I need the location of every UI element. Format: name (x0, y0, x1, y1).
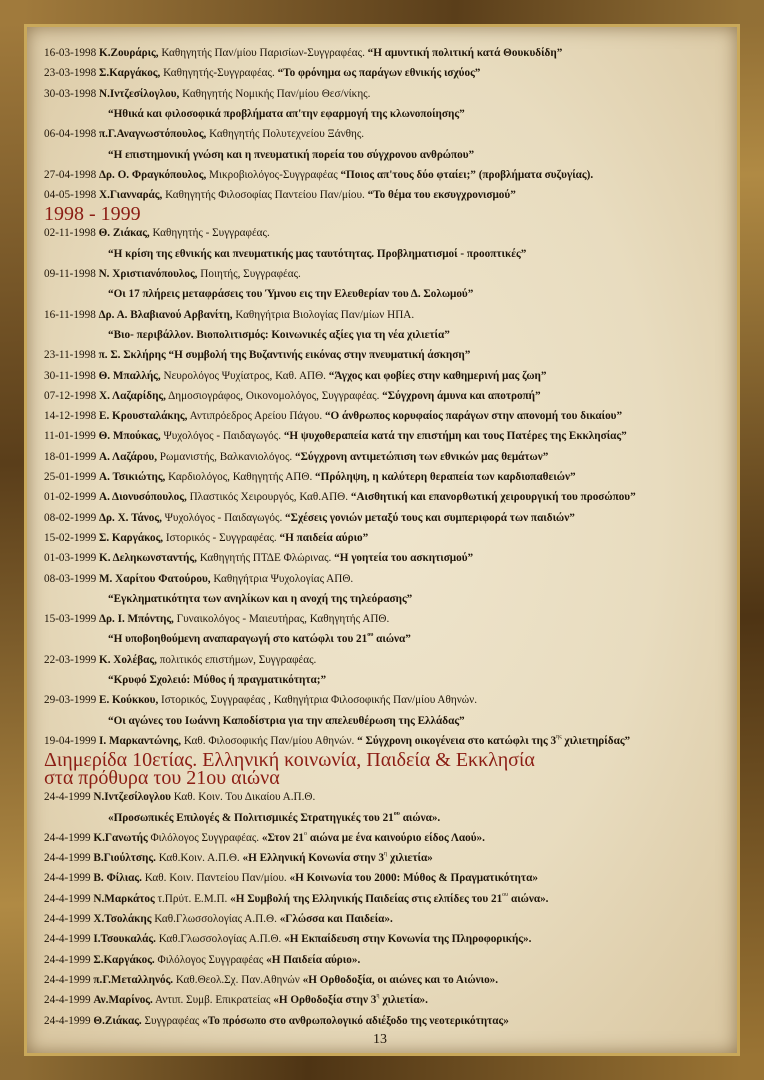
lecture-date: 01-02-1999 (44, 491, 97, 504)
speaker-role: Αντιπρόεδρος Αρείου Πάγου. (187, 410, 323, 423)
speaker-name: Χ.Γιανναράς, (99, 189, 163, 202)
lecture-title: “Η αμυντική πολιτική κατά Θουκυδίδη” (364, 47, 563, 59)
speaker-role: Καθηγητής ΠΤΔΕ Φλώρινας. (196, 552, 332, 565)
lecture-title-line (108, 148, 474, 162)
speaker-name: Β.Γιούλτσης. (93, 852, 156, 865)
lecture-title: “Ο άνθρωπος κορυφαίος παράγων στην απονομή του δικαίου” (322, 410, 623, 423)
lecture-title-line (108, 632, 411, 646)
lecture-entry (44, 932, 531, 946)
lecture-date: 23-03-1998 (44, 67, 97, 80)
speaker-name: Θ. Ζιάκας, (98, 227, 150, 240)
speaker-role: τ.Πρύτ. Ε.Μ.Π. (154, 892, 228, 905)
lecture-entry (44, 993, 428, 1007)
speaker-name: Θ. Μπαλλής, (98, 369, 161, 382)
speaker-role: Καρδιολόγος, Καθηγητής ΑΠΘ. (165, 471, 313, 483)
speaker-role: Συγγραφέας (141, 1014, 203, 1027)
lecture-title-line (108, 592, 412, 606)
speaker-name: Μ. Χαρίτου Φατούρου, (99, 572, 211, 585)
section-heading: Διημερίδα 10ετίας. Ελληνική κοινωνία, Παιδεία & Εκκλησία (44, 749, 535, 772)
lecture-date: 24-4-1999 (44, 913, 91, 925)
lecture-date: 29-03-1999 (44, 694, 97, 707)
lecture-entry (44, 871, 538, 885)
lecture-title: «Η Παιδεία αύριο». (263, 953, 361, 966)
lecture-title: “Ηθικά και φιλοσοφικά προβλήματα απ'την εφαρμογή της κλωνοποίησης” (108, 107, 465, 120)
superscript: ου (502, 891, 509, 898)
speaker-role: Ιστορικός - Συγγραφέας. (163, 531, 277, 544)
lecture-title-line (108, 287, 473, 301)
lecture-date: 06-04-1998 (44, 128, 97, 141)
speaker-role: Καθηγητής-Συγγραφέας. (160, 67, 275, 80)
lecture-date: 16-03-1998 (44, 47, 97, 59)
lecture-entry (44, 226, 270, 240)
lecture-title: “Η παιδεία αύριο” (276, 531, 369, 544)
lecture-title-line (108, 673, 326, 687)
speaker-name: Σ.Καργάκος. (93, 953, 155, 966)
lecture-entry (44, 348, 470, 362)
lecture-title: “Σχέσεις γονιών μεταξύ τους και συμπεριφορά των παιδιών” (282, 511, 575, 524)
speaker-role: Αντιπ. Συμβ. Επικρατείας (152, 994, 271, 1007)
lecture-title: «Η Ορθοδοξία, οι αιώνες και το Αιώνιο». (299, 973, 499, 986)
lecture-title: “Οι αγώνες του Ιωάννη Καποδίστρια για την απελευθέρωση της Ελλάδας” (108, 714, 465, 727)
lecture-title-tail: χιλιετηρίδας” (561, 734, 631, 747)
speaker-name: Θ.Ζιάκας. (93, 1014, 142, 1027)
speaker-role: Ψυχολόγος - Παιδαγωγός. (161, 511, 283, 524)
lecture-date: 24-4-1999 (44, 852, 91, 865)
lecture-entry (44, 429, 627, 443)
lecture-date: 30-11-1998 (44, 369, 96, 382)
speaker-name: π.Γ.Μεταλληνός. (93, 973, 174, 986)
speaker-role: Καθ.Γλωσσολογίας Α.Π.Θ. (151, 913, 277, 925)
lecture-title: “Άγχος και φοβίες στην καθημερινή μας ζωη” (325, 369, 547, 382)
lecture-title: “Οι 17 πλήρεις μεταφράσεις του Ύμνου εις την Ελευθερίαν του Δ. Σολωμού” (108, 288, 474, 301)
speaker-name: Δρ. Α. Βλαβιανού Αρβανίτη, (98, 308, 233, 321)
lecture-title-line (108, 328, 450, 342)
lecture-entry (44, 1014, 509, 1028)
lecture-entry (44, 369, 546, 383)
lecture-title: “Ποιος απ'τους δύο φταίει;” (προβλήματα συζυγίας). (337, 168, 594, 181)
lecture-title: “Η συμβολή της Βυζαντινής εικόνας στην πνευματική άσκηση” (165, 349, 471, 362)
speaker-role: Καθηγητής Παν/μίου Παρισίων-Συγγραφέας. (158, 47, 365, 59)
lecture-entry (44, 168, 593, 182)
lecture-title-tail: χιλιετία» (387, 852, 433, 865)
lecture-title: “Η υποβοηθούμενη αναπαραγωγή στο κατώφλι του 21 (108, 633, 368, 646)
speaker-role: Καθηγήτρια Βιολογίας Παν/μίων ΗΠΑ. (232, 308, 415, 321)
lecture-date: 24-4-1999 (44, 933, 91, 946)
lecture-date: 24-4-1999 (44, 892, 91, 905)
lecture-date: 16-11-1998 (44, 308, 96, 321)
lecture-title-line (108, 107, 465, 121)
speaker-name: Κ. Δεληκωνσταντής, (99, 552, 197, 565)
speaker-name: Ν.Ιντζεσίλογλου (93, 791, 171, 804)
speaker-role: Νευρολόγος Ψυχίατρος, Καθ. ΑΠΘ. (160, 369, 326, 382)
lecture-entry (44, 912, 393, 926)
lecture-title: «Η Εκπαίδευση στην Κονωνία της Πληροφορικής». (281, 933, 532, 946)
lecture-entry (44, 490, 636, 504)
lecture-entry (44, 87, 370, 101)
lecture-title-line (108, 247, 526, 261)
lecture-entry (44, 308, 414, 322)
lecture-date: 15-03-1999 (44, 613, 97, 626)
speaker-role: Καθ. Φιλοσοφικής Παν/μίου Αθηνών. (181, 734, 355, 747)
speaker-name: π.Γ.Αναγνωστόπουλος, (99, 128, 207, 141)
speaker-name: Χ. Λαζαρίδης, (99, 389, 166, 402)
lecture-entry (44, 734, 630, 748)
speaker-role: Καθηγητής Πολυτεχνείου Ξάνθης. (206, 128, 365, 141)
speaker-name: π. Σ. Σκλήρης (98, 349, 166, 362)
lecture-entry (44, 790, 315, 804)
lecture-entry (44, 46, 562, 60)
lecture-date: 24-4-1999 (44, 831, 91, 844)
lecture-entry (44, 572, 353, 586)
page-number: 13 (373, 1032, 387, 1047)
section-heading: στα πρόθυρα του 21ου αιώνα (44, 767, 280, 790)
lecture-title: «Γλώσσα και Παιδεία». (276, 913, 393, 925)
lecture-title: “Πρόληψη, η καλύτερη θεραπεία των καρδιοπαθειών” (312, 471, 576, 483)
speaker-name: Ι. Μαρκαντώνης, (99, 734, 182, 747)
speaker-name: Δρ. Ο. Φραγκόπουλος, (99, 168, 207, 181)
lecture-entry (44, 653, 316, 667)
lecture-title: «Η Ελληνική Κονωνία στην 3 (239, 852, 384, 865)
lecture-entry (44, 551, 473, 565)
lecture-date: 09-11-1998 (44, 268, 96, 280)
lecture-entry (44, 470, 576, 484)
speaker-role: Καθ. Κοιν. Παντείου Παν/μίου. (141, 872, 287, 885)
speaker-role: Ρωμανιστής, Βαλκανιολόγος. (157, 450, 293, 463)
section-heading: 1998 - 1999 (44, 203, 141, 226)
speaker-role: Δημοσιογράφος, Οικονομολόγος, Συγγραφέας. (165, 389, 380, 402)
lecture-title: “Η γοητεία του ασκητισμού” (331, 552, 474, 565)
speaker-name: Ν. Χριστιανόπουλος, (98, 268, 198, 280)
lecture-entry (44, 892, 548, 906)
speaker-name: Α. Λαζάρου, (99, 450, 157, 463)
lecture-entry (44, 693, 477, 707)
lecture-title: “Κρυφό Σχολειό: Μύθος ή πραγματικότητα;” (108, 674, 327, 686)
lecture-title: «Στον 21 (259, 831, 305, 844)
speaker-name: Ν.Μαρκάτος (93, 892, 155, 905)
lecture-date: 01-03-1999 (44, 552, 97, 565)
superscript: ο (304, 830, 308, 837)
lecture-title: “ Σύγχρονη οικογένεια στο κατώφλι της 3 (354, 734, 557, 747)
lecture-title: “Αισθητική και επανορθωτική χειρουργική του προσώπου” (348, 491, 636, 504)
lecture-date: 18-01-1999 (44, 450, 97, 463)
speaker-role: Ποιητής, Συγγραφέας. (197, 268, 301, 280)
speaker-role: Καθ. Κοιν. Του Δικαίου Α.Π.Θ. (170, 791, 316, 804)
lecture-entry (44, 953, 360, 967)
speaker-role: Γυναικολόγος - Μαιευτήρας, Καθηγητής ΑΠΘ. (173, 613, 390, 626)
lecture-entry (44, 66, 480, 80)
speaker-name: Κ. Χολέβας, (99, 653, 157, 666)
lecture-date: 25-01-1999 (44, 471, 97, 483)
speaker-role: Ιστορικός, Συγγραφέας , Καθηγήτρια Φιλοσοφικής Παν/μίου Αθηνών. (158, 694, 477, 707)
lecture-title: “Το φρόνημα ως παράγων εθνικής ισχύος” (274, 67, 481, 80)
speaker-name: Ν.Ιντζεσίλογλου, (99, 87, 180, 100)
speaker-role: Καθ.Κοιν. Α.Π.Θ. (155, 852, 240, 865)
speaker-role: Ψυχολόγος - Παιδαγωγός. (160, 430, 282, 443)
lecture-date: 24-4-1999 (44, 953, 91, 966)
lecture-title: «Η Ορθοδοξία στην 3 (270, 994, 377, 1007)
lecture-entry (44, 267, 301, 281)
lecture-date: 19-04-1999 (44, 734, 97, 747)
speaker-role: Φιλόλογος Συγγραφέας. (147, 831, 260, 844)
lecture-title: «Προσωπικές Επιλογές & Πολιτισμικές Στρατηγικές του 21 (108, 811, 394, 824)
speaker-role: Καθηγητής Φιλοσοφίας Παντείου Παν/μίου. (162, 189, 365, 202)
superscript: η (376, 993, 380, 1000)
lecture-title-line (108, 811, 440, 825)
speaker-name: Ε. Κούκκου, (99, 694, 159, 707)
speaker-name: Ε. Κρουσταλάκης, (99, 410, 188, 423)
speaker-role: Καθηγητής - Συγγραφέας. (149, 227, 270, 240)
lecture-date: 08-03-1999 (44, 572, 97, 585)
speaker-name: Κ.Γανωτής (93, 831, 148, 844)
speaker-name: Α. Διονυσόπουλος, (99, 491, 187, 504)
lecture-entry (44, 531, 368, 545)
lecture-title: “Η ψυχοθεραπεία κατά την επιστήμη και τους Πατέρες της Εκκλησίας” (281, 430, 627, 443)
lecture-title: “Βιο- περιβάλλον. Βιοπολιτισμός: Κοινωνικές αξίες για τη νέα χιλιετία” (108, 328, 450, 341)
lecture-date: 08-02-1999 (44, 511, 97, 524)
lecture-date: 30-03-1998 (44, 87, 97, 100)
lecture-title-tail: αιώνα». (399, 811, 441, 824)
speaker-name: Δρ. Ι. Μπόντης, (99, 613, 174, 626)
lecture-title-tail: χιλιετία». (379, 994, 428, 1007)
lecture-title: «Η Κοινωνία του 2000: Μύθος & Πραγματικότητα» (286, 872, 538, 885)
superscript: ης (556, 733, 562, 740)
speaker-role: Μικροβιολόγος-Συγγραφέας (206, 168, 338, 181)
lecture-title: “Σύγχρονη άμυνα και αποτροπή” (379, 389, 541, 402)
lecture-entry (44, 851, 433, 865)
speaker-name: Θ. Μπούκας, (98, 430, 161, 443)
lecture-date: 11-01-1999 (44, 430, 96, 443)
speaker-name: Χ.Τσολάκης (93, 913, 152, 925)
superscript: ου (393, 810, 400, 817)
lecture-date: 27-04-1998 (44, 168, 97, 181)
lecture-title-tail: αιώνα” (373, 633, 411, 646)
lecture-title: “Σύγχρονη αντιμετώπιση των εθνικών μας θεμάτων” (292, 450, 549, 463)
lecture-entry (44, 409, 622, 423)
lecture-date: 24-4-1999 (44, 872, 91, 885)
lecture-date: 15-02-1999 (44, 531, 97, 544)
speaker-role: Καθηγητής Νομικής Παν/μίου Θεσ/νίκης. (179, 87, 371, 100)
lecture-entry (44, 188, 516, 202)
lecture-entry (44, 450, 548, 464)
lecture-date: 24-4-1999 (44, 994, 91, 1007)
lecture-entry (44, 389, 541, 403)
speaker-name: Κ.Ζουράρις, (99, 47, 159, 59)
lecture-entry (44, 612, 389, 626)
speaker-name: Β. Φίλιας. (93, 872, 142, 885)
speaker-role: Καθ.Γλωσσολογίας Α.Π.Θ. (155, 933, 282, 946)
lecture-date: 14-12-1998 (44, 410, 97, 423)
lecture-title-line (108, 714, 465, 728)
lecture-date: 23-11-1998 (44, 349, 96, 362)
speaker-role: Καθ.Θεολ.Σχ. Παν.Αθηνών (173, 973, 300, 986)
speaker-name: Δρ. Χ. Τάνος, (99, 511, 162, 524)
lecture-entry (44, 973, 498, 987)
lecture-date: 24-4-1999 (44, 791, 91, 804)
lecture-date: 22-03-1999 (44, 653, 97, 666)
lecture-title: «Η Συμβολή της Ελληνικής Παιδείας στις ελπίδες του 21 (227, 892, 503, 905)
lecture-date: 24-4-1999 (44, 973, 91, 986)
speaker-name: Σ.Καργάκος, (99, 67, 161, 80)
lecture-title: “Εγκληματικότητα των ανηλίκων και η ανοχή της τηλεόρασης” (108, 592, 413, 605)
lecture-title: «Το πρόσωπο στο ανθρωπολογικό αδιέξοδο της νεοτερικότητας» (202, 1014, 509, 1027)
lecture-title-tail: αιώνα με ένα καινούριο είδος Λαού». (307, 831, 485, 844)
lecture-title: “Η κρίση της εθνικής και πνευματικής μας ταυτότητας. Προβληματισμοί - προοπτικές” (108, 247, 527, 260)
superscript: η (384, 851, 388, 858)
lecture-title-tail: αιώνα». (508, 892, 549, 905)
speaker-name: Α. Τσικιώτης, (99, 471, 166, 483)
lecture-date: 24-4-1999 (44, 1014, 91, 1027)
speaker-role: πολιτικός επιστήμων, Συγγραφέας. (156, 653, 317, 666)
speaker-name: Αν.Μαρίνος. (93, 994, 153, 1007)
speaker-name: Ι.Τσουκαλάς. (93, 933, 156, 946)
lecture-date: 02-11-1998 (44, 227, 96, 240)
lecture-title: “Το θέμα του εκσυγχρονισμού” (364, 189, 516, 202)
lecture-date: 04-05-1998 (44, 189, 97, 202)
lecture-entry (44, 831, 485, 845)
lecture-entry (44, 127, 364, 141)
lecture-date: 07-12-1998 (44, 389, 97, 402)
speaker-role: Πλαστικός Χειρουργός, Καθ.ΑΠΘ. (186, 491, 349, 504)
superscript: ου (367, 632, 374, 639)
speaker-role: Φιλόλογος Συγγραφέας (154, 953, 264, 966)
lecture-entry (44, 511, 575, 525)
speaker-role: Καθηγήτρια Ψυχολογίας ΑΠΘ. (210, 572, 354, 585)
speaker-name: Σ. Καργάκος, (99, 531, 164, 544)
lecture-title: “Η επιστημονική γνώση και η πνευματική πορεία του σύγχρονου ανθρώπου” (108, 148, 475, 161)
